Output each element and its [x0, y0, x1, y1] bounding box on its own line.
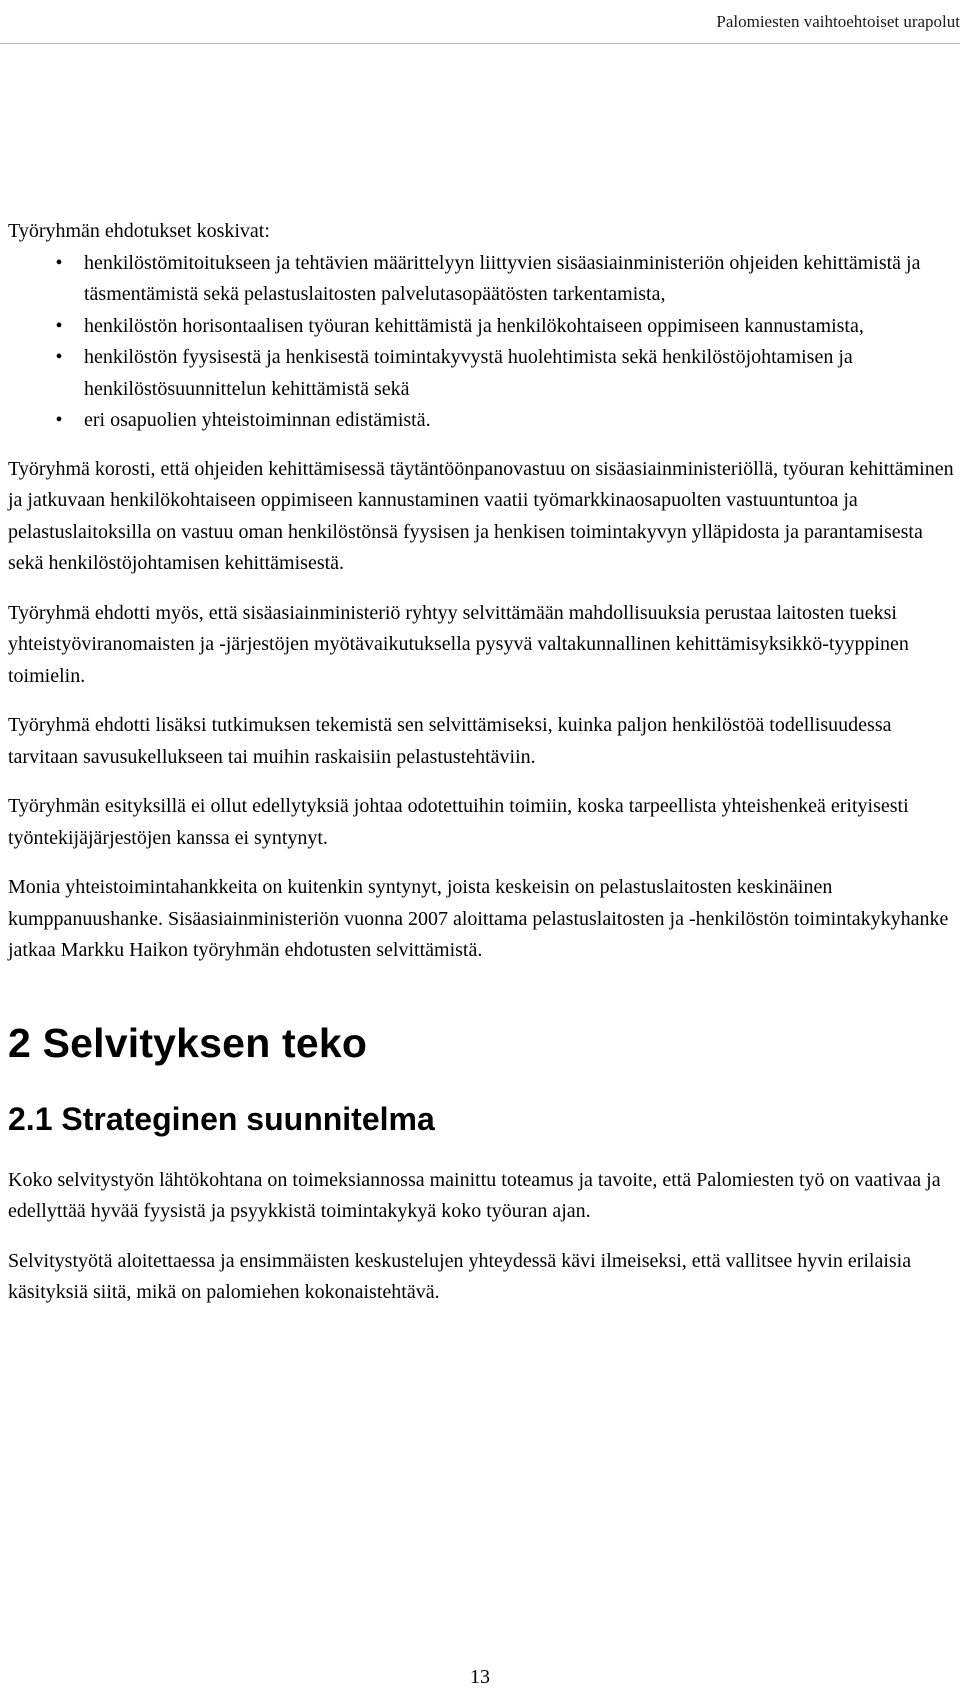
running-title: Palomiesten vaihtoehtoiset urapolut — [716, 12, 960, 31]
intro-text: Työryhmän ehdotukset koskivat: — [8, 220, 270, 242]
paragraph: Selvitystyötä aloitettaessa ja ensimmäisten keskustelujen yhteydessä kävi ilmeiseksi, että vallitsee hyvin erilaisia käsityksiä siitä, mikä on palomiehen kokonaistehtävä. — [8, 1249, 912, 1303]
page-number: 13 — [470, 1666, 490, 1688]
paragraph: Työryhmän esityksillä ei ollut edellytyksiä johtaa odotettuihin toimiin, koska tarpeellista yhteishenkeä erityisesti työntekijäjärjestöjen kanssa ei syntynyt. — [8, 795, 909, 849]
paragraph: Työryhmä ehdotti myös, että sisäasiainministeriö ryhtyy selvittämään mahdollisuuksia perustaa laitosten tueksi yhteistyöviranomaisten ja -järjestöjen myötävaikutuksella pysyvä valtakunnallinen kehittämisyksikkö-tyyppinen toimielin. — [8, 601, 909, 687]
list-item — [8, 342, 960, 405]
list-item-text: henkilöstön fyysisestä ja henkisestä toimintakyvystä huolehtimista sekä henkilöstöjohtamisen ja henkilöstösuunnittelun kehittämistä sekä — [84, 346, 853, 400]
list-item-text: henkilöstön horisontaalisen työuran kehittämistä ja henkilökohtaiseen oppimiseen kannustamista, — [84, 314, 864, 337]
list-item-text: eri osapuolien yhteistoiminnan edistämistä. — [84, 409, 431, 431]
bullet-icon: • — [55, 346, 63, 368]
running-header — [0, 0, 960, 44]
list-item — [8, 405, 960, 437]
section-heading: 2 Selvityksen teko — [8, 1019, 368, 1066]
list-item — [8, 311, 960, 343]
paragraph: Työryhmä ehdotti lisäksi tutkimuksen tekemistä sen selvittämiseksi, kuinka paljon henkilöstöä todellisuudessa tarvitaan savusukellukseen tai muihin raskaisiin pelastustehtäviin. — [8, 714, 892, 768]
paragraph: Koko selvitystyön lähtökohtana on toimeksiannossa mainittu toteamus ja tavoite, että Palomiesten työ on vaativaa ja edellyttää hyvää fyysistä ja psyykkistä toimintakykyä koko työuran ajan. — [8, 1168, 941, 1222]
list-item-text: henkilöstömitoitukseen ja tehtävien määrittelyyn liittyvien sisäasiainministeriön ohjeiden kehittämistä ja täsmentämistä sekä pelastuslaitosten palvelutasopäätösten tarkentamista, — [84, 251, 921, 305]
bullet-icon: • — [55, 409, 63, 431]
subsection-heading: 2.1 Strateginen suunnitelma — [8, 1100, 435, 1137]
paragraph: Työryhmä korosti, että ohjeiden kehittämisessä täytäntöönpanovastuu on sisäasiainministeriöllä, työuran kehittäminen ja jatkuvaan henkilökohtaiseen oppimiseen kannustaminen vaatii työmarkkinaosapuolten vastuuntuntoa ja pelastuslaitoksilla on vastuu oman henkilöstönsä fyysisen ja henkisen toimintakyvyn ylläpidosta ja parantamisesta sekä henkilöstöjohtamisen kehittämisestä. — [8, 457, 954, 574]
bullet-icon: • — [55, 251, 63, 274]
proposal-list — [8, 248, 960, 437]
paragraph: Monia yhteistoimintahankkeita on kuitenkin syntynyt, joista keskeisin on pelastuslaitosten keskinäinen kumppanuushanke. Sisäasiainministeriön vuonna 2007 aloittama pelastuslaitosten ja -henkilöstön toimintakykyhanke jatkaa Markku Haikon työryhmän ehdotusten selvittämistä. — [8, 876, 949, 961]
list-item — [8, 248, 960, 311]
page-content — [8, 216, 960, 1327]
bullet-icon: • — [55, 314, 63, 337]
